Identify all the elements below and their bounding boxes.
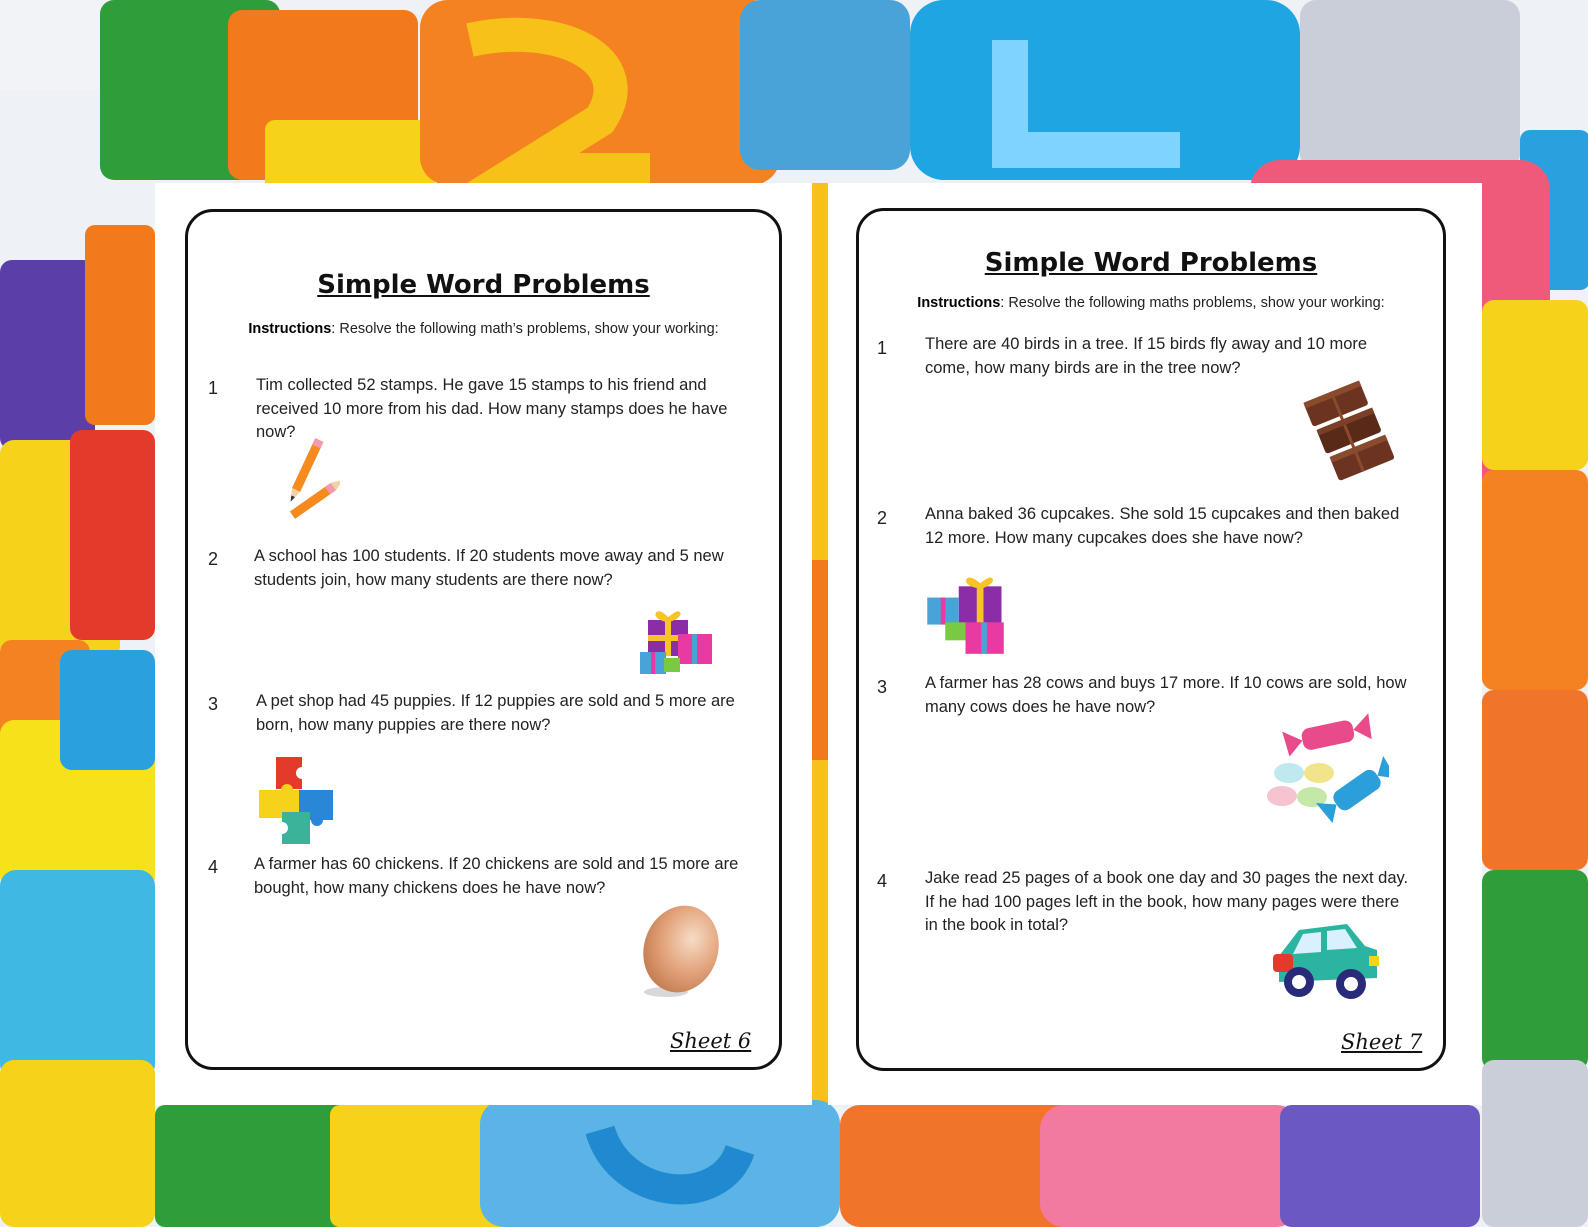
gift-boxes-icon bbox=[925, 571, 1015, 659]
question-number: 3 bbox=[877, 677, 888, 697]
question-text: Anna baked 36 cupcakes. She sold 15 cupcakes and then baked 12 more. How many cupcakes does she have now? bbox=[925, 505, 1400, 547]
worksheet-title: Simple Word Problems bbox=[984, 248, 1318, 278]
question-text: Tim collected 52 stamps. He gave 15 stamps to his friend and received 10 more from his dad. How many stamps does he have now? bbox=[256, 376, 728, 441]
worksheet-sheet-6 bbox=[155, 183, 812, 1105]
chocolate-bar-icon bbox=[1299, 379, 1394, 484]
question-number: 2 bbox=[208, 549, 219, 569]
sheet-label: Sheet 7 bbox=[1341, 1030, 1423, 1054]
question-text: Jake read 25 pages of a book one day and 30 pages the next day. If he had 100 pages left in the book, how many pages were there in the book in total? bbox=[925, 869, 1409, 934]
question-text: A farmer has 28 cows and buys 17 more. If 10 cows are sold, how many cows does he have now? bbox=[925, 674, 1407, 716]
question-number: 4 bbox=[208, 857, 219, 877]
instructions bbox=[188, 321, 779, 337]
toy-car-icon bbox=[1269, 916, 1384, 1011]
question-text: A farmer has 60 chickens. If 20 chickens are sold and 15 more are bought, how many chickens does he have now? bbox=[254, 855, 739, 897]
question-text: There are 40 birds in a tree. If 15 birds fly away and 10 more come, how many birds are in the tree now? bbox=[925, 335, 1368, 377]
egg-icon bbox=[636, 897, 726, 1002]
question-number: 2 bbox=[877, 508, 888, 528]
worksheet-title: Simple Word Problems bbox=[317, 270, 650, 300]
worksheet-frame bbox=[185, 209, 782, 1070]
pencils-icon bbox=[270, 437, 340, 537]
question-text: A pet shop had 45 puppies. If 12 puppies are sold and 5 more are born, how many puppies are there now? bbox=[256, 692, 735, 734]
question-number: 1 bbox=[208, 378, 219, 398]
question-number: 1 bbox=[877, 338, 888, 358]
instructions-text: : Resolve the following maths problems, show your working: bbox=[1000, 295, 1385, 311]
question-number: 3 bbox=[208, 694, 219, 714]
instructions-label: Instructions bbox=[917, 295, 1001, 311]
sheet-label: Sheet 6 bbox=[670, 1029, 752, 1053]
candies-icon bbox=[1264, 711, 1389, 831]
instructions-text: : Resolve the following math’s problems, show your working: bbox=[331, 321, 719, 337]
question-text: A school has 100 students. If 20 students move away and 5 new students join, how many students are there now? bbox=[254, 547, 724, 589]
worksheet-frame bbox=[856, 208, 1446, 1071]
instructions-label: Instructions bbox=[248, 321, 332, 337]
question-number: 4 bbox=[877, 871, 888, 891]
worksheet-sheet-7 bbox=[828, 183, 1482, 1105]
puzzle-pieces-icon bbox=[254, 752, 344, 847]
instructions bbox=[859, 295, 1443, 311]
gift-boxes-icon bbox=[638, 602, 718, 677]
